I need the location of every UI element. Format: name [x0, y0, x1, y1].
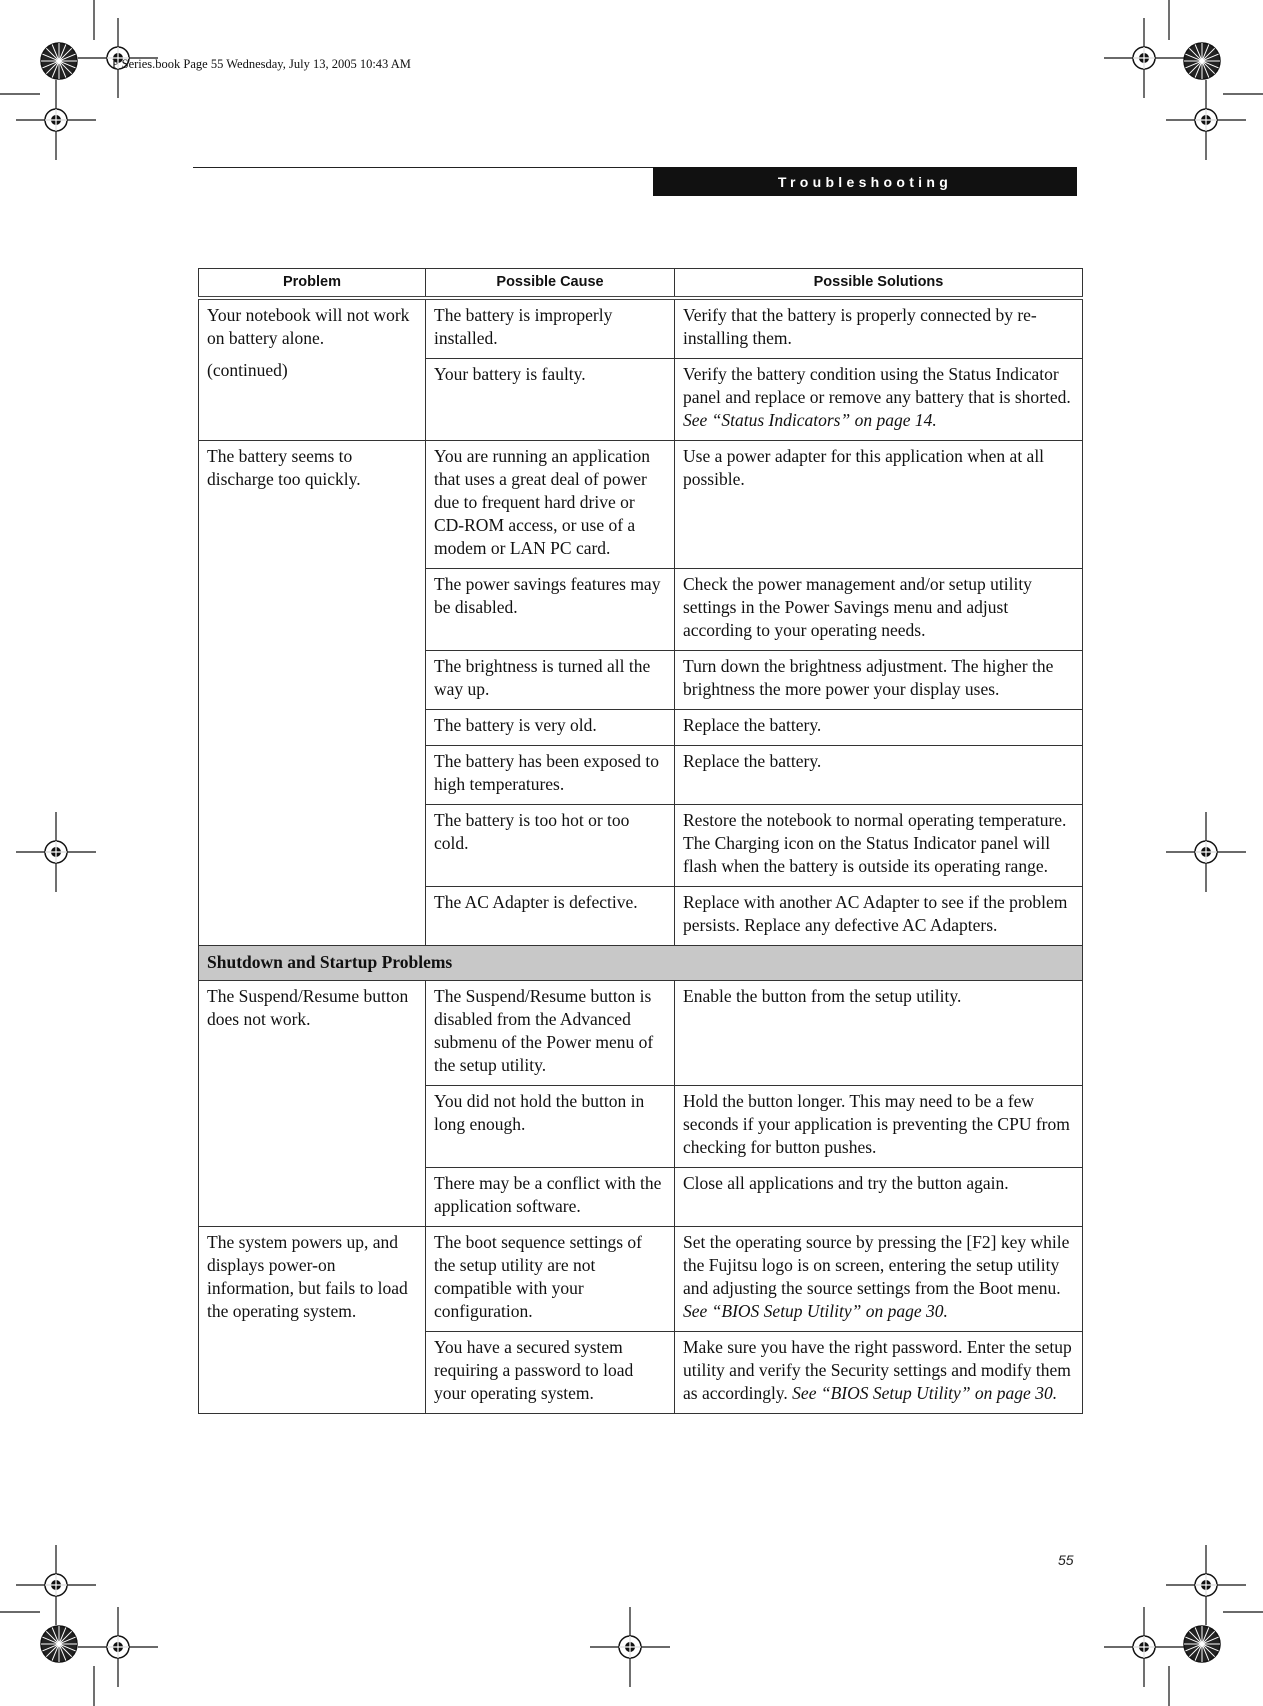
- cause-cell: The battery is improperly installed.: [426, 298, 675, 359]
- solution-cell: Enable the button from the setup utility.: [675, 981, 1083, 1086]
- cause-cell: Your battery is faulty.: [426, 359, 675, 441]
- book-slug: P Series.book Page 55 Wednesday, July 13, 2005 10:43 AM: [112, 57, 411, 71]
- solution-text: Make sure you have the right password. Enter the setup utility and verify the Security settings and modify them as accordingly.: [683, 1337, 1072, 1403]
- continued-note: (continued): [207, 360, 288, 380]
- cause-cell: The boot sequence settings of the setup utility are not compatible with your configuration.: [426, 1227, 675, 1332]
- solution-cell: Use a power adapter for this application when at all possible.: [675, 441, 1083, 569]
- solution-cell: Hold the button longer. This may need to be a few seconds if your application is preventing the CPU from checking for button pushes.: [675, 1086, 1083, 1168]
- table-row: [199, 981, 1083, 1086]
- problem-cell: The system powers up, and displays power-on information, but fails to load the operating system.: [199, 1227, 426, 1414]
- problem-cell: [199, 298, 426, 441]
- table-header-row: [199, 269, 1083, 299]
- cause-cell: You are running an application that uses a great deal of power due to frequent hard drive or CD-ROM access, or use of a modem or LAN PC card.: [426, 441, 675, 569]
- solution-cell: Turn down the brightness adjustment. The higher the brightness the more power your display uses.: [675, 651, 1083, 710]
- cause-cell: You did not hold the button in long enough.: [426, 1086, 675, 1168]
- table-row: [199, 298, 1083, 359]
- column-header-problem: Problem: [199, 269, 426, 299]
- cause-cell: The battery is very old.: [426, 710, 675, 746]
- cause-cell: The battery has been exposed to high temperatures.: [426, 746, 675, 805]
- chapter-header: Troubleshooting: [653, 167, 1077, 196]
- solution-cell: Verify that the battery is properly connected by re-installing them.: [675, 298, 1083, 359]
- page-number: 55: [1058, 1552, 1074, 1568]
- table-row: [199, 441, 1083, 569]
- column-header-solutions: Possible Solutions: [675, 269, 1083, 299]
- table-row: [199, 1227, 1083, 1332]
- section-heading: Shutdown and Startup Problems: [199, 946, 1083, 981]
- solution-cell: Replace the battery.: [675, 710, 1083, 746]
- cause-cell: The battery is too hot or too cold.: [426, 805, 675, 887]
- troubleshooting-table: [198, 268, 1083, 1414]
- solution-cell: Close all applications and try the button again.: [675, 1168, 1083, 1227]
- solution-text: Verify the battery condition using the Status Indicator panel and replace or remove any battery that is shorted.: [683, 364, 1071, 407]
- solution-cell: Restore the notebook to normal operating temperature. The Charging icon on the Status Indicator panel will flash when the battery is outside its operating range.: [675, 805, 1083, 887]
- cause-cell: The power savings features may be disabled.: [426, 569, 675, 651]
- problem-cell: The Suspend/Resume button does not work.: [199, 981, 426, 1227]
- page-reference: See “BIOS Setup Utility” on page 30.: [683, 1301, 948, 1321]
- cause-cell: The Suspend/Resume button is disabled from the Advanced submenu of the Power menu of the setup utility.: [426, 981, 675, 1086]
- solution-cell: [675, 1332, 1083, 1414]
- solution-text: Set the operating source by pressing the [F2] key while the Fujitsu logo is on screen, entering the setup utility and adjusting the source settings from the Boot menu.: [683, 1232, 1070, 1298]
- column-header-cause: Possible Cause: [426, 269, 675, 299]
- cause-cell: The brightness is turned all the way up.: [426, 651, 675, 710]
- solution-cell: Replace with another AC Adapter to see if the problem persists. Replace any defective AC Adapters.: [675, 887, 1083, 946]
- problem-cell: The battery seems to discharge too quickly.: [199, 441, 426, 946]
- solution-cell: Replace the battery.: [675, 746, 1083, 805]
- cause-cell: You have a secured system requiring a password to load your operating system.: [426, 1332, 675, 1414]
- section-row: [199, 946, 1083, 981]
- cause-cell: The AC Adapter is defective.: [426, 887, 675, 946]
- solution-cell: [675, 359, 1083, 441]
- solution-cell: [675, 1227, 1083, 1332]
- problem-text: Your notebook will not work on battery alone.: [207, 305, 410, 348]
- page-reference: See “BIOS Setup Utility” on page 30.: [792, 1383, 1058, 1403]
- page-reference: See “Status Indicators” on page 14.: [683, 410, 937, 430]
- solution-cell: Check the power management and/or setup utility settings in the Power Savings menu and adjust according to your operating needs.: [675, 569, 1083, 651]
- cause-cell: There may be a conflict with the application software.: [426, 1168, 675, 1227]
